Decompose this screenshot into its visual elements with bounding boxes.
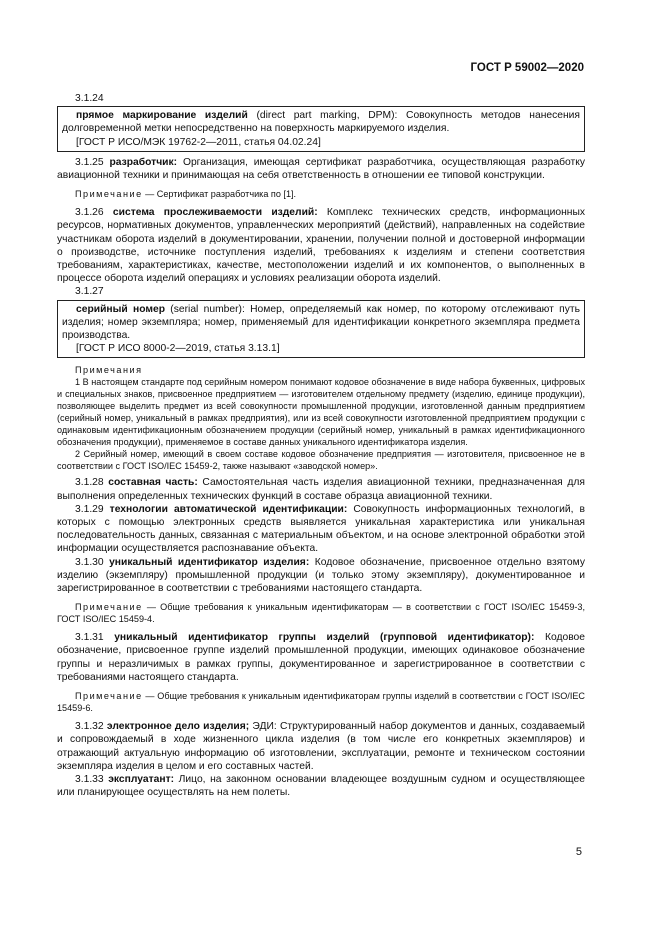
note-text: — Общие требования к уникальным идентификаторам — в соответствии с ГОСТ ISO/IEC 15459-3, ГОСТ ISO/IEC 15459-4.	[57, 602, 585, 625]
term-reference: [ГОСТ Р ИСО/МЭК 19762-2—2011, статья 04.02.24]	[76, 136, 321, 148]
term-number: 3.1.26	[75, 207, 113, 219]
term-name: эксплуатант:	[108, 773, 175, 785]
term-definition-3-1-33	[57, 773, 585, 799]
term-note-3-1-31	[57, 690, 585, 714]
term-definition-3-1-25	[57, 156, 585, 182]
note-1-3-1-27: 1 В настоящем стандарте под серийным номером понимают кодовое обозначение в виде набора буквенных, цифровых и специальных знаков, присвоенное предприятием — изготовителем отдельному предмету (изделию, единице продукции), позволяющее выделить предмет из всей совокупности промышленной продукции, изготовленной данным предприятием (серийный номер, уникальный в рамках предприятия), или из всей совокупности изготовленной предприятием продукции с одинаковым идентификационным обозначением продукции (серийный номер, уникальный в рамках идентификационного обозначения продукции), применяемое в составе данных уникального идентификатора изделия.	[57, 377, 585, 448]
term-number: 3.1.30	[75, 556, 110, 568]
term-text: Комплекс технических средств, информационных ресурсов, нормативных документов, управленческих мероприятий (действий), направленных на содействие участникам оборота изделий в документировании, хранении, получении полной и достоверной информации о производстве, источнике поступления изделий, требованиях к изделиям и степени соответствия требованиям, характеристиках, качестве, местоположении изделий и их компонентов, о выполненных в процессе оборота изделий операциях и условиях реализации оборота изделий.	[57, 207, 585, 285]
term-text: (direct part marking, DPM): Совокупность методов нанесения долговременной метки непосредственно на поверхность маркируемого изделия.	[62, 110, 580, 135]
term-number: 3.1.29	[75, 503, 110, 515]
term-text: Лицо, на законном основании владеющее воздушным судном и осуществляющее или планирующее осуществлять на нем полеты.	[57, 773, 585, 799]
term-definition-3-1-30	[57, 556, 585, 596]
term-text: Кодовое обозначение, присвоенное отдельно взятому изделию (экземпляру) промышленной продукции (и только этому экземпляру), документированное и зарегистрированное в соответствии с требованиями настоящего стандарта.	[57, 556, 585, 595]
term-name: уникальный идентификатор изделия:	[109, 556, 310, 568]
term-name: серийный номер	[76, 303, 166, 315]
term-number: 3.1.31	[75, 632, 115, 644]
term-note-3-1-30	[57, 601, 585, 625]
note-label: Примечание	[75, 189, 143, 200]
term-number-3-1-24: 3.1.24	[75, 93, 104, 104]
term-number: 3.1.33	[75, 773, 109, 785]
term-box-3-1-24	[57, 106, 585, 152]
note-label: Примечание	[75, 602, 143, 613]
terms-content	[57, 92, 585, 799]
term-definition-3-1-26	[57, 206, 585, 285]
term-name: составная часть:	[108, 477, 198, 489]
term-note-3-1-25	[57, 188, 585, 200]
note-text: — Сертификат разработчика по [1].	[142, 189, 297, 200]
term-text: Кодовое обозначение, присвоенное группе изделий промышленной продукции, имеющих одинаковое обозначение группы и неразличимых в рамках группы, документированное и зарегистрированное в соответствии с требованиями настоящего стандарта.	[57, 632, 585, 683]
term-name: технологии автоматической идентификации:	[109, 503, 348, 515]
term-name: прямое маркирование изделий	[76, 110, 248, 122]
term-definition-3-1-27	[62, 303, 580, 343]
term-number: 3.1.28	[75, 477, 109, 489]
term-text: Самостоятельная часть изделия авиационной техники, предназначенная для выполнения определенных технических функций в составе образца авиационной техники.	[57, 477, 585, 502]
term-text: Совокупность информационных технологий, в которых с помощью электронных средств выявляется уникальная характеристика или уникальная последовательность данных, связанная с материальным объектом, и на основе электронной обработки этой информации осуществляется распознавание объекта.	[57, 503, 585, 555]
term-text: (serial number): Номер, определяемый как номер, по которому отслеживают путь изделия; номер экземпляра; номер, применяемый для идентификации конкретного экземпляра предмета производства.	[62, 303, 580, 342]
term-name: уникальный идентификатор группы изделий (групповой идентификатор):	[114, 632, 535, 644]
term-definition-3-1-24	[62, 109, 580, 135]
notes-label: Примечания	[75, 365, 143, 376]
term-reference: [ГОСТ Р ИСО 8000-2—2019, статья 3.13.1]	[76, 343, 280, 355]
term-definition-3-1-29	[57, 503, 585, 556]
note-label: Примечание	[75, 691, 143, 702]
page-number: 5	[575, 846, 582, 858]
note-2-3-1-27: 2 Серийный номер, имеющий в своем составе кодовое обозначение предприятия — изготовителя, присвоенное не в соответствии с ГОСТ ISO/IEC 15459-2, также называют «заводской номер».	[57, 449, 585, 472]
standard-header: ГОСТ Р 59002—2020	[470, 62, 584, 74]
term-number: 3.1.32	[75, 721, 107, 733]
notes-heading-3-1-27	[57, 364, 585, 376]
term-definition-3-1-28	[57, 476, 585, 502]
term-text: ЭДИ: Структурированный набор документов и данных, создаваемый и сопровождаемый в ходе жизненного цикла изделия (в том числе его конкретных экземпляров) и отражающий актуальную информацию об изготовлении, эксплуатации, ремонте и техническом состоянии экземпляра изделия в целом и его составных частей.	[57, 721, 585, 772]
note-text: — Общие требования к уникальным идентификаторам группы изделий в соответствии с ГОСТ ISO/IEC 15459-6.	[57, 691, 585, 714]
term-definition-3-1-32	[57, 720, 585, 773]
term-definition-3-1-31	[57, 631, 585, 684]
term-number-3-1-27: 3.1.27	[75, 286, 104, 298]
term-number: 3.1.25	[75, 156, 110, 168]
term-name: разработчик:	[109, 156, 178, 168]
term-box-3-1-27	[57, 300, 585, 359]
term-text: Организация, имеющая сертификат разработчика, осуществляющая разработку авиационной техники и принимающая на себя ответственность в отношении ее типовой конструкции.	[57, 156, 585, 182]
term-name: система прослеживаемости изделий:	[112, 207, 318, 219]
term-name: электронное дело изделия;	[106, 721, 250, 733]
